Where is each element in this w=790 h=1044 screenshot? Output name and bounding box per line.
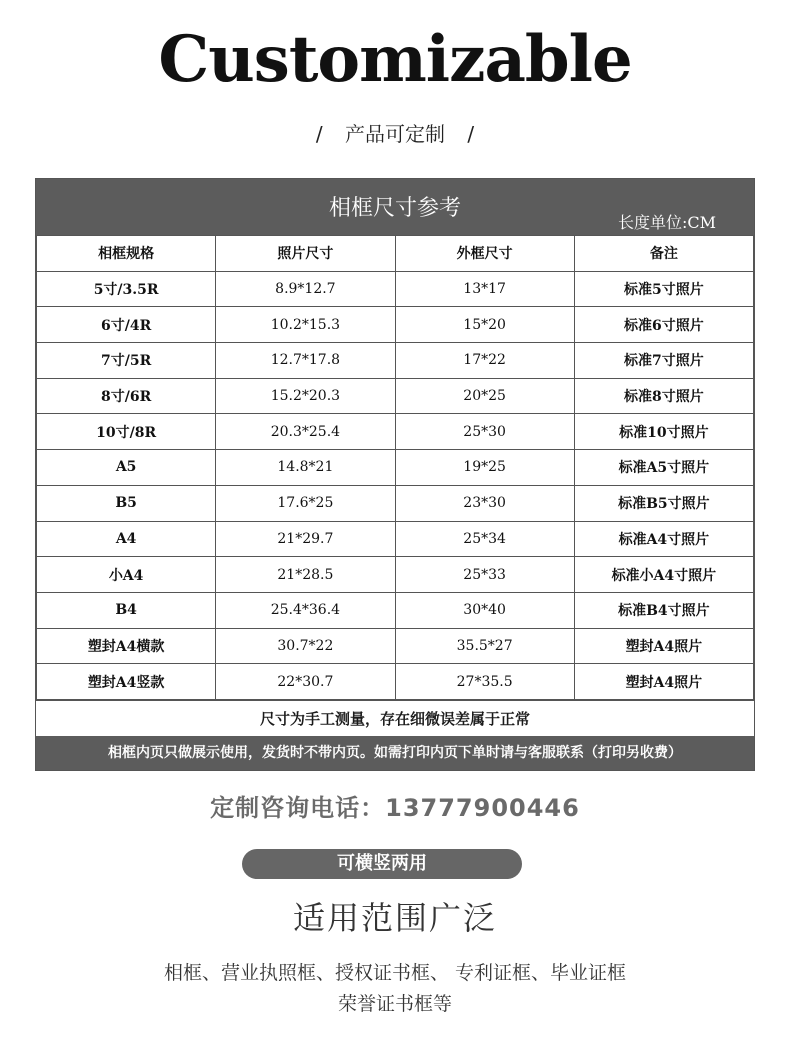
size-reference-table xyxy=(35,178,755,771)
table-cell: 5寸/3.5R xyxy=(37,271,216,307)
subtitle-slash-right: / xyxy=(467,122,475,146)
table-cell: 35.5*27 xyxy=(395,628,574,664)
table-cell: A4 xyxy=(37,521,216,557)
table-cell: 标准7寸照片 xyxy=(574,343,753,379)
table-row xyxy=(37,271,754,307)
subtitle-slash-left: / xyxy=(315,122,323,146)
table-cell: 20.3*25.4 xyxy=(216,414,395,450)
table-cell: 21*29.7 xyxy=(216,521,395,557)
table-cell: 标准10寸照片 xyxy=(574,414,753,450)
contact-phone: 定制咨询电话：13777900446 xyxy=(210,794,580,822)
table-cell: 25.4*36.4 xyxy=(216,592,395,628)
measurement-note: 尺寸为手工测量，存在细微误差属于正常 xyxy=(36,700,754,736)
scope-line-1: 相框、营业执照框、授权证书框、 专利证框、毕业证框 xyxy=(163,962,627,984)
table-row xyxy=(37,628,754,664)
table-cell: 25*30 xyxy=(395,414,574,450)
table-column-header-row xyxy=(37,236,754,272)
table-footer-note: 相框内页只做展示使用，发货时不带内页。如需打印内页下单时请与客服联系（打印另收费） xyxy=(36,736,754,770)
table-row xyxy=(37,343,754,379)
table-cell: 标准A4寸照片 xyxy=(574,521,753,557)
column-header: 备注 xyxy=(574,236,753,272)
table-cell: 17.6*25 xyxy=(216,485,395,521)
table-row xyxy=(37,592,754,628)
table-cell: 25*34 xyxy=(395,521,574,557)
table-cell: B5 xyxy=(37,485,216,521)
table-row xyxy=(37,485,754,521)
table-row xyxy=(37,378,754,414)
column-header: 照片尺寸 xyxy=(216,236,395,272)
table-cell: 塑封A4横款 xyxy=(37,628,216,664)
table-cell: 15*20 xyxy=(395,307,574,343)
table-cell: 17*22 xyxy=(395,343,574,379)
table-cell: 21*28.5 xyxy=(216,557,395,593)
table-header-bar xyxy=(36,179,754,235)
table-cell: 30*40 xyxy=(395,592,574,628)
table-cell: 8寸/6R xyxy=(37,378,216,414)
table-cell: 22*30.7 xyxy=(216,664,395,700)
table-cell: 标准小A4寸照片 xyxy=(574,557,753,593)
scope-title: 适用范围广泛 xyxy=(292,899,497,937)
column-header: 外框尺寸 xyxy=(395,236,574,272)
table-cell: 标准6寸照片 xyxy=(574,307,753,343)
table-cell: 10寸/8R xyxy=(37,414,216,450)
table-cell: 标准B4寸照片 xyxy=(574,592,753,628)
table-cell: 27*35.5 xyxy=(395,664,574,700)
table-row xyxy=(37,307,754,343)
table-cell: 小A4 xyxy=(37,557,216,593)
table-cell: 8.9*12.7 xyxy=(216,271,395,307)
table-cell: 25*33 xyxy=(395,557,574,593)
unit-label: 长度单位:CM xyxy=(617,213,716,232)
table-cell: 塑封A4照片 xyxy=(574,664,753,700)
table-body xyxy=(37,271,754,699)
subtitle xyxy=(0,118,790,147)
table-cell: 塑封A4竖款 xyxy=(37,664,216,700)
table-cell: 15.2*20.3 xyxy=(216,378,395,414)
table-cell: 14.8*21 xyxy=(216,450,395,486)
table-cell: 30.7*22 xyxy=(216,628,395,664)
table-row xyxy=(37,414,754,450)
page-title: Customizable xyxy=(158,22,632,97)
table-cell: B4 xyxy=(37,592,216,628)
table-row xyxy=(37,557,754,593)
subtitle-text: 产品可定制 xyxy=(345,122,445,146)
table-cell: 塑封A4照片 xyxy=(574,628,753,664)
table-cell: 标准B5寸照片 xyxy=(574,485,753,521)
table-cell: 23*30 xyxy=(395,485,574,521)
table-cell: 20*25 xyxy=(395,378,574,414)
table-caption: 相框尺寸参考 xyxy=(328,196,461,221)
size-table xyxy=(36,235,754,700)
table-row xyxy=(37,450,754,486)
table-cell: 19*25 xyxy=(395,450,574,486)
table-cell: 标准8寸照片 xyxy=(574,378,753,414)
orientation-badge: 可横竖两用 xyxy=(242,849,522,879)
column-header: 相框规格 xyxy=(37,236,216,272)
table-row xyxy=(37,521,754,557)
table-row xyxy=(37,664,754,700)
table-cell: 7寸/5R xyxy=(37,343,216,379)
table-cell: 标准A5寸照片 xyxy=(574,450,753,486)
table-cell: 6寸/4R xyxy=(37,307,216,343)
scope-line-2: 荣誉证书框等 xyxy=(337,993,452,1015)
table-cell: A5 xyxy=(37,450,216,486)
table-cell: 12.7*17.8 xyxy=(216,343,395,379)
table-cell: 10.2*15.3 xyxy=(216,307,395,343)
table-cell: 13*17 xyxy=(395,271,574,307)
table-cell: 标准5寸照片 xyxy=(574,271,753,307)
